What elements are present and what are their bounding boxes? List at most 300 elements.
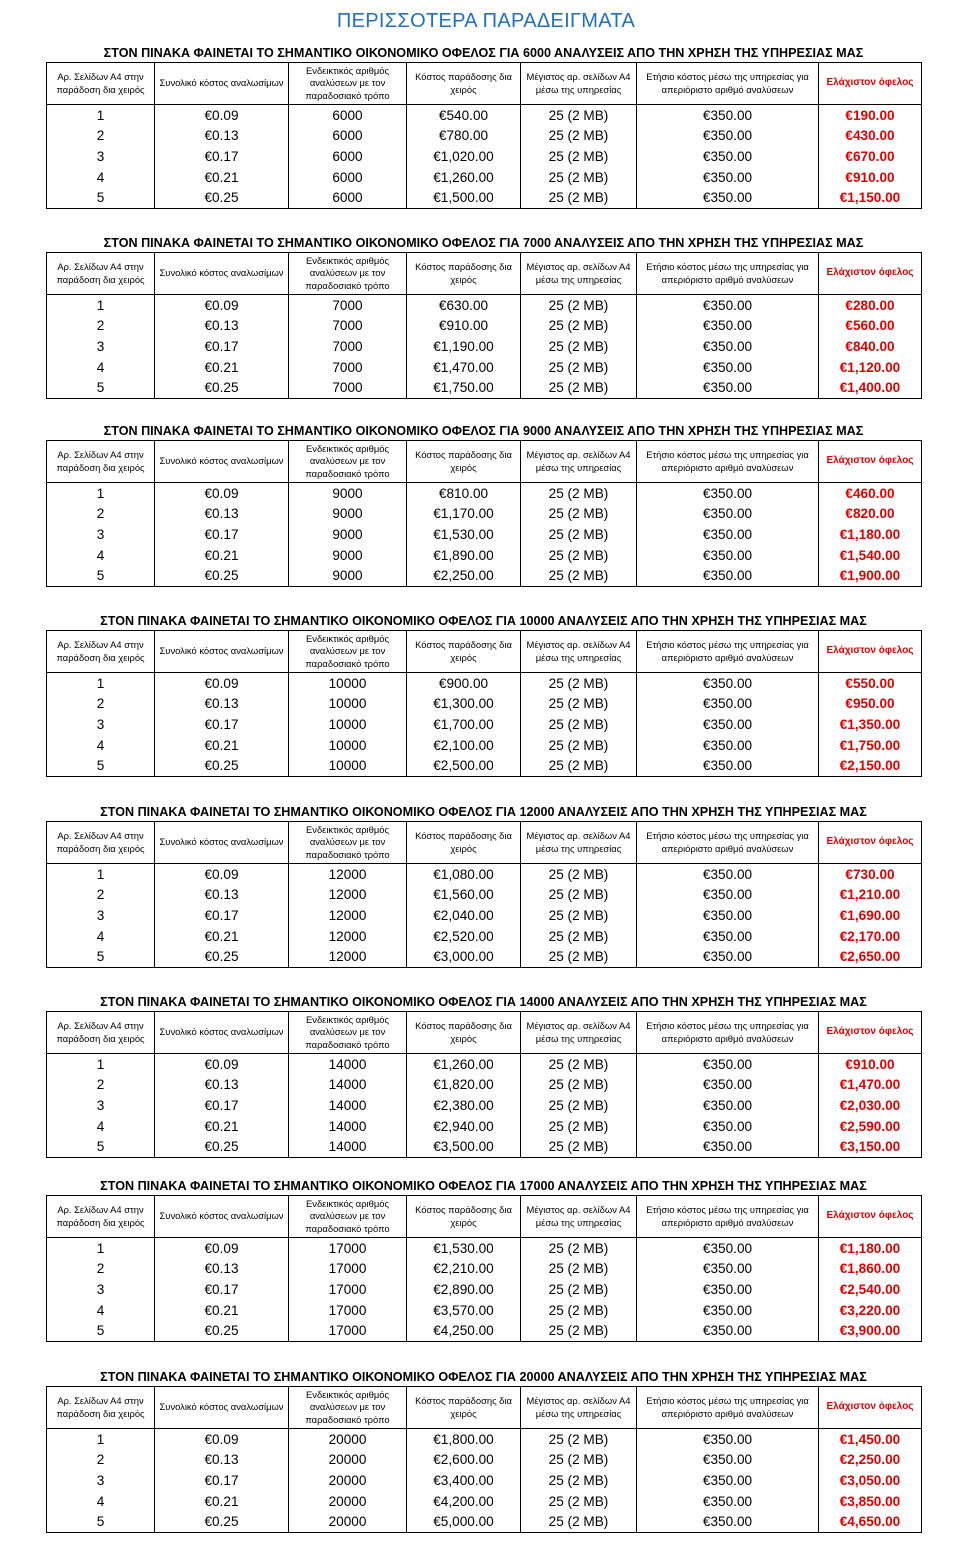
cell-analyses-count: 12000 [289,905,407,926]
column-header-hand-delivery-cost: Κόστος παράδοσης δια χειρός [407,441,521,483]
cell-hand-delivery-cost: €3,570.00 [407,1300,521,1321]
cell-annual-service-cost: €350.00 [637,864,819,885]
cell-analyses-count: 17000 [289,1259,407,1280]
column-header-analyses-count: Ενδεικτικός αριθμός αναλύσεων με τον παραδοσιακό τρόπο [289,1387,407,1429]
cell-analyses-count: 6000 [289,146,407,167]
table-caption: ΣΤΟΝ ΠΙΝΑΚΑ ΦΑΙΝΕΤΑΙ ΤΟ ΣΗΜΑΝΤΙΚΟ ΟΙΚΟΝΟΜΙΚΟ ΟΦΕΛΟΣ ΓΙΑ 12000 ΑΝΑΛΥΣΕΙΣ ΑΠΟ ΤΗΝ ΧΡΗΣΗ ΤΗΣ ΥΠΗΡΕΣΙΑΣ ΜΑΣ [100,805,867,819]
cell-annual-service-cost: €350.00 [637,316,819,337]
table-caption: ΣΤΟΝ ΠΙΝΑΚΑ ΦΑΙΝΕΤΑΙ ΤΟ ΣΗΜΑΝΤΙΚΟ ΟΙΚΟΝΟΜΙΚΟ ΟΦΕΛΟΣ ΓΙΑ 9000 ΑΝΑΛΥΣΕΙΣ ΑΠΟ ΤΗΝ ΧΡΗΣΗ ΤΗΣ ΥΠΗΡΕΣΙΑΣ ΜΑΣ [103,424,864,438]
cell-minimum-benefit: €2,650.00 [819,946,922,967]
cell-minimum-benefit: €840.00 [819,336,922,357]
cell-pages: 1 [96,1240,105,1256]
cell-pages: 2 [96,506,105,522]
cell-annual-service-cost: €350.00 [637,1511,819,1532]
cell-max-pages: 25 (2 MB) [521,1491,637,1512]
cell-pages: 3 [96,1281,105,1297]
cell-annual-service-cost: €350.00 [637,1470,819,1491]
cell-max-pages: 25 (2 MB) [521,885,637,906]
cell-max-pages: 25 (2 MB) [521,377,637,398]
cell-hand-delivery-cost: €4,250.00 [407,1320,521,1341]
cell-consumables-cost: €0.21 [155,1116,289,1137]
cell-hand-delivery-cost: €540.00 [407,105,521,126]
cell-hand-delivery-cost: €2,500.00 [407,755,521,776]
cell-consumables-cost: €0.17 [155,1279,289,1300]
cell-hand-delivery-cost: €2,890.00 [407,1279,521,1300]
column-header-annual-service-cost: Ετήσιο κόστος μέσω της υπηρεσίας για απεριόριστο αριθμό αναλύσεων [637,441,819,483]
cell-consumables-cost: €0.13 [155,126,289,147]
cell-analyses-count: 14000 [289,1095,407,1116]
table-row [47,357,922,378]
cell-pages: 4 [96,359,105,375]
cell-hand-delivery-cost: €4,200.00 [407,1491,521,1512]
cell-max-pages: 25 (2 MB) [521,483,637,504]
cell-annual-service-cost: €350.00 [637,1450,819,1471]
column-header-annual-service-cost: Ετήσιο κόστος μέσω της υπηρεσίας για απεριόριστο αριθμό αναλύσεων [637,63,819,105]
cell-minimum-benefit: €1,400.00 [819,377,922,398]
cell-hand-delivery-cost: €1,820.00 [407,1075,521,1096]
cell-annual-service-cost: €350.00 [637,545,819,566]
benefit-table [46,821,922,968]
column-header-minimum-benefit: Ελάχιστον όφελος [819,1012,922,1054]
column-header-hand-delivery-cost: Κόστος παράδοσης δια χειρός [407,1012,521,1054]
cell-hand-delivery-cost: €3,500.00 [407,1136,521,1157]
cell-hand-delivery-cost: €1,020.00 [407,146,521,167]
cell-consumables-cost: €0.13 [155,504,289,525]
cell-pages: 2 [96,1077,105,1093]
cell-annual-service-cost: €350.00 [637,946,819,967]
cell-max-pages: 25 (2 MB) [521,1320,637,1341]
column-header-max-pages: Μέγιστος αρ. σελίδων Α4 μέσω της υπηρεσίας [521,63,637,105]
cell-pages: 2 [96,887,105,903]
cell-consumables-cost: €0.21 [155,926,289,947]
cell-annual-service-cost: €350.00 [637,357,819,378]
cell-consumables-cost: €0.17 [155,905,289,926]
table-row [47,735,922,756]
table-row [47,483,922,504]
cell-consumables-cost: €0.09 [155,864,289,885]
table-caption: ΣΤΟΝ ΠΙΝΑΚΑ ΦΑΙΝΕΤΑΙ ΤΟ ΣΗΜΑΝΤΙΚΟ ΟΙΚΟΝΟΜΙΚΟ ΟΦΕΛΟΣ ΓΙΑ 6000 ΑΝΑΛΥΣΕΙΣ ΑΠΟ ΤΗΝ ΧΡΗΣΗ ΤΗΣ ΥΠΗΡΕΣΙΑΣ ΜΑΣ [103,46,864,60]
cell-minimum-benefit: €1,120.00 [819,357,922,378]
cell-consumables-cost: €0.21 [155,167,289,188]
cell-pages: 5 [96,1323,105,1339]
cell-minimum-benefit: €3,900.00 [819,1320,922,1341]
column-header-pages: Αρ. Σελίδων Α4 στην παράδοση δια χειρός [47,441,155,483]
cell-analyses-count: 7000 [289,377,407,398]
cell-analyses-count: 20000 [289,1470,407,1491]
cell-pages: 4 [96,169,105,185]
cell-max-pages: 25 (2 MB) [521,905,637,926]
cell-minimum-benefit: €3,220.00 [819,1300,922,1321]
cell-minimum-benefit: €820.00 [819,504,922,525]
table-row [47,714,922,735]
table-row [47,673,922,694]
table-row [47,1116,922,1137]
table-row [47,377,922,398]
table-caption: ΣΤΟΝ ΠΙΝΑΚΑ ΦΑΙΝΕΤΑΙ ΤΟ ΣΗΜΑΝΤΙΚΟ ΟΙΚΟΝΟΜΙΚΟ ΟΦΕΛΟΣ ΓΙΑ 17000 ΑΝΑΛΥΣΕΙΣ ΑΠΟ ΤΗΝ ΧΡΗΣΗ ΤΗΣ ΥΠΗΡΕΣΙΑΣ ΜΑΣ [100,1179,867,1193]
cell-consumables-cost: €0.25 [155,946,289,967]
cell-analyses-count: 9000 [289,565,407,586]
cell-consumables-cost: €0.17 [155,524,289,545]
cell-minimum-benefit: €560.00 [819,316,922,337]
cell-consumables-cost: €0.25 [155,187,289,208]
table-block [46,612,921,777]
cell-pages: 4 [96,737,105,753]
header-row [47,822,922,864]
cell-hand-delivery-cost: €900.00 [407,673,521,694]
table-row [47,946,922,967]
cell-hand-delivery-cost: €1,470.00 [407,357,521,378]
column-header-analyses-count: Ενδεικτικός αριθμός αναλύσεων με τον παραδοσιακό τρόπο [289,1012,407,1054]
table-block [46,234,921,399]
cell-hand-delivery-cost: €810.00 [407,483,521,504]
column-header-analyses-count: Ενδεικτικός αριθμός αναλύσεων με τον παραδοσιακό τρόπο [289,253,407,295]
cell-analyses-count: 10000 [289,755,407,776]
cell-hand-delivery-cost: €1,260.00 [407,1054,521,1075]
cell-pages: 1 [96,485,105,501]
cell-analyses-count: 10000 [289,714,407,735]
cell-consumables-cost: €0.09 [155,483,289,504]
column-header-pages: Αρ. Σελίδων Α4 στην παράδοση δια χειρός [47,253,155,295]
cell-annual-service-cost: €350.00 [637,1429,819,1450]
cell-annual-service-cost: €350.00 [637,905,819,926]
column-header-consumables-cost: Συνολικό κόστος αναλωσίμων [155,253,289,295]
cell-annual-service-cost: €350.00 [637,167,819,188]
cell-max-pages: 25 (2 MB) [521,735,637,756]
table-caption: ΣΤΟΝ ΠΙΝΑΚΑ ΦΑΙΝΕΤΑΙ ΤΟ ΣΗΜΑΝΤΙΚΟ ΟΙΚΟΝΟΜΙΚΟ ΟΦΕΛΟΣ ΓΙΑ 14000 ΑΝΑΛΥΣΕΙΣ ΑΠΟ ΤΗΝ ΧΡΗΣΗ ΤΗΣ ΥΠΗΡΕΣΙΑΣ ΜΑΣ [100,995,867,1009]
table-row [47,1320,922,1341]
cell-max-pages: 25 (2 MB) [521,545,637,566]
cell-consumables-cost: €0.17 [155,1095,289,1116]
table-caption: ΣΤΟΝ ΠΙΝΑΚΑ ΦΑΙΝΕΤΑΙ ΤΟ ΣΗΜΑΝΤΙΚΟ ΟΙΚΟΝΟΜΙΚΟ ΟΦΕΛΟΣ ΓΙΑ 20000 ΑΝΑΛΥΣΕΙΣ ΑΠΟ ΤΗΝ ΧΡΗΣΗ ΤΗΣ ΥΠΗΡΕΣΙΑΣ ΜΑΣ [100,1370,867,1384]
cell-hand-delivery-cost: €1,300.00 [407,694,521,715]
cell-pages: 5 [96,190,105,206]
header-row [47,631,922,673]
table-block [46,44,921,209]
table-row [47,105,922,126]
cell-minimum-benefit: €730.00 [819,864,922,885]
cell-analyses-count: 6000 [289,126,407,147]
cell-consumables-cost: €0.09 [155,295,289,316]
table-caption: ΣΤΟΝ ΠΙΝΑΚΑ ΦΑΙΝΕΤΑΙ ΤΟ ΣΗΜΑΝΤΙΚΟ ΟΙΚΟΝΟΜΙΚΟ ΟΦΕΛΟΣ ΓΙΑ 7000 ΑΝΑΛΥΣΕΙΣ ΑΠΟ ΤΗΝ ΧΡΗΣΗ ΤΗΣ ΥΠΗΡΕΣΙΑΣ ΜΑΣ [103,236,864,250]
cell-minimum-benefit: €430.00 [819,126,922,147]
cell-max-pages: 25 (2 MB) [521,926,637,947]
column-header-pages: Αρ. Σελίδων Α4 στην παράδοση δια χειρός [47,1196,155,1238]
cell-max-pages: 25 (2 MB) [521,755,637,776]
cell-consumables-cost: €0.25 [155,1320,289,1341]
cell-consumables-cost: €0.09 [155,105,289,126]
cell-minimum-benefit: €1,450.00 [819,1429,922,1450]
cell-consumables-cost: €0.09 [155,1238,289,1259]
cell-pages: 5 [96,380,105,396]
cell-minimum-benefit: €190.00 [819,105,922,126]
column-header-minimum-benefit: Ελάχιστον όφελος [819,822,922,864]
cell-max-pages: 25 (2 MB) [521,524,637,545]
cell-annual-service-cost: €350.00 [637,504,819,525]
column-header-analyses-count: Ενδεικτικός αριθμός αναλύσεων με τον παραδοσιακό τρόπο [289,63,407,105]
cell-hand-delivery-cost: €3,000.00 [407,946,521,967]
cell-hand-delivery-cost: €2,940.00 [407,1116,521,1137]
cell-annual-service-cost: €350.00 [637,1054,819,1075]
cell-analyses-count: 12000 [289,946,407,967]
cell-annual-service-cost: €350.00 [637,524,819,545]
table-block [46,1368,921,1533]
cell-annual-service-cost: €350.00 [637,295,819,316]
table-row [47,1279,922,1300]
column-header-minimum-benefit: Ελάχιστον όφελος [819,441,922,483]
benefit-table [46,252,922,399]
cell-annual-service-cost: €350.00 [637,146,819,167]
cell-pages: 3 [96,1472,105,1488]
cell-analyses-count: 12000 [289,864,407,885]
cell-max-pages: 25 (2 MB) [521,694,637,715]
cell-annual-service-cost: €350.00 [637,1300,819,1321]
cell-hand-delivery-cost: €1,500.00 [407,187,521,208]
header-row [47,441,922,483]
cell-annual-service-cost: €350.00 [637,336,819,357]
column-header-minimum-benefit: Ελάχιστον όφελος [819,631,922,673]
cell-pages: 4 [96,1118,105,1134]
cell-pages: 3 [96,148,105,164]
cell-hand-delivery-cost: €2,100.00 [407,735,521,756]
cell-max-pages: 25 (2 MB) [521,357,637,378]
cell-max-pages: 25 (2 MB) [521,714,637,735]
column-header-hand-delivery-cost: Κόστος παράδοσης δια χειρός [407,253,521,295]
cell-annual-service-cost: €350.00 [637,565,819,586]
cell-annual-service-cost: €350.00 [637,673,819,694]
cell-consumables-cost: €0.25 [155,565,289,586]
cell-hand-delivery-cost: €2,380.00 [407,1095,521,1116]
cell-minimum-benefit: €3,150.00 [819,1136,922,1157]
table-caption: ΣΤΟΝ ΠΙΝΑΚΑ ΦΑΙΝΕΤΑΙ ΤΟ ΣΗΜΑΝΤΙΚΟ ΟΙΚΟΝΟΜΙΚΟ ΟΦΕΛΟΣ ΓΙΑ 10000 ΑΝΑΛΥΣΕΙΣ ΑΠΟ ΤΗΝ ΧΡΗΣΗ ΤΗΣ ΥΠΗΡΕΣΙΑΣ ΜΑΣ [100,614,867,628]
column-header-max-pages: Μέγιστος αρ. σελίδων Α4 μέσω της υπηρεσίας [521,1387,637,1429]
cell-analyses-count: 17000 [289,1320,407,1341]
column-header-pages: Αρ. Σελίδων Α4 στην παράδοση δια χειρός [47,1387,155,1429]
cell-minimum-benefit: €910.00 [819,167,922,188]
column-header-annual-service-cost: Ετήσιο κόστος μέσω της υπηρεσίας για απεριόριστο αριθμό αναλύσεων [637,1387,819,1429]
cell-pages: 3 [96,907,105,923]
cell-annual-service-cost: €350.00 [637,1320,819,1341]
cell-max-pages: 25 (2 MB) [521,316,637,337]
column-header-analyses-count: Ενδεικτικός αριθμός αναλύσεων με τον παραδοσιακό τρόπο [289,441,407,483]
cell-hand-delivery-cost: €1,260.00 [407,167,521,188]
column-header-consumables-cost: Συνολικό κόστος αναλωσίμων [155,631,289,673]
page-title: ΠΕΡΙΣΣΟΤΕΡΑ ΠΑΡΑΔΕΙΓΜΑΤΑ [336,10,636,32]
column-header-max-pages: Μέγιστος αρ. σελίδων Α4 μέσω της υπηρεσίας [521,631,637,673]
cell-pages: 2 [96,1261,105,1277]
table-row [47,1095,922,1116]
cell-analyses-count: 10000 [289,673,407,694]
cell-max-pages: 25 (2 MB) [521,864,637,885]
cell-pages: 4 [96,1302,105,1318]
cell-analyses-count: 20000 [289,1511,407,1532]
column-header-annual-service-cost: Ετήσιο κόστος μέσω της υπηρεσίας για απεριόριστο αριθμό αναλύσεων [637,822,819,864]
cell-annual-service-cost: €350.00 [637,483,819,504]
cell-hand-delivery-cost: €1,750.00 [407,377,521,398]
cell-minimum-benefit: €280.00 [819,295,922,316]
table-row [47,565,922,586]
column-header-hand-delivery-cost: Κόστος παράδοσης δια χειρός [407,1387,521,1429]
cell-consumables-cost: €0.25 [155,755,289,776]
cell-analyses-count: 6000 [289,187,407,208]
cell-analyses-count: 17000 [289,1238,407,1259]
column-header-annual-service-cost: Ετήσιο κόστος μέσω της υπηρεσίας για απεριόριστο αριθμό αναλύσεων [637,631,819,673]
cell-hand-delivery-cost: €2,520.00 [407,926,521,947]
table-row [47,1511,922,1532]
cell-pages: 5 [96,1139,105,1155]
cell-pages: 2 [96,128,105,144]
column-header-minimum-benefit: Ελάχιστον όφελος [819,253,922,295]
table-row [47,524,922,545]
cell-consumables-cost: €0.09 [155,673,289,694]
cell-hand-delivery-cost: €2,040.00 [407,905,521,926]
cell-consumables-cost: €0.17 [155,146,289,167]
cell-minimum-benefit: €2,590.00 [819,1116,922,1137]
cell-minimum-benefit: €1,350.00 [819,714,922,735]
cell-max-pages: 25 (2 MB) [521,1279,637,1300]
cell-hand-delivery-cost: €1,800.00 [407,1429,521,1450]
cell-analyses-count: 9000 [289,524,407,545]
cell-max-pages: 25 (2 MB) [521,1136,637,1157]
cell-annual-service-cost: €350.00 [637,885,819,906]
cell-consumables-cost: €0.25 [155,377,289,398]
table-row [47,295,922,316]
cell-minimum-benefit: €2,250.00 [819,1450,922,1471]
cell-max-pages: 25 (2 MB) [521,1450,637,1471]
cell-max-pages: 25 (2 MB) [521,1470,637,1491]
cell-pages: 3 [96,526,105,542]
cell-max-pages: 25 (2 MB) [521,946,637,967]
column-header-consumables-cost: Συνολικό κόστος αναλωσίμων [155,822,289,864]
cell-analyses-count: 7000 [289,295,407,316]
table-row [47,126,922,147]
cell-annual-service-cost: €350.00 [637,126,819,147]
column-header-max-pages: Μέγιστος αρ. σελίδων Α4 μέσω της υπηρεσίας [521,822,637,864]
header-row [47,253,922,295]
column-header-minimum-benefit: Ελάχιστον όφελος [819,1196,922,1238]
column-header-annual-service-cost: Ετήσιο κόστος μέσω της υπηρεσίας για απεριόριστο αριθμό αναλύσεων [637,253,819,295]
cell-hand-delivery-cost: €1,560.00 [407,885,521,906]
column-header-minimum-benefit: Ελάχιστον όφελος [819,1387,922,1429]
column-header-pages: Αρ. Σελίδων Α4 στην παράδοση δια χειρός [47,822,155,864]
cell-annual-service-cost: €350.00 [637,1259,819,1280]
cell-consumables-cost: €0.13 [155,1450,289,1471]
cell-minimum-benefit: €910.00 [819,1054,922,1075]
cell-consumables-cost: €0.09 [155,1054,289,1075]
cell-minimum-benefit: €2,150.00 [819,755,922,776]
column-header-pages: Αρ. Σελίδων Α4 στην παράδοση δια χειρός [47,63,155,105]
column-header-max-pages: Μέγιστος αρ. σελίδων Α4 μέσω της υπηρεσίας [521,441,637,483]
table-row [47,1450,922,1471]
cell-minimum-benefit: €550.00 [819,673,922,694]
column-header-consumables-cost: Συνολικό κόστος αναλωσίμων [155,1387,289,1429]
cell-hand-delivery-cost: €5,000.00 [407,1511,521,1532]
cell-minimum-benefit: €3,050.00 [819,1470,922,1491]
cell-minimum-benefit: €3,850.00 [819,1491,922,1512]
cell-pages: 5 [96,949,105,965]
cell-annual-service-cost: €350.00 [637,755,819,776]
cell-minimum-benefit: €2,170.00 [819,926,922,947]
cell-consumables-cost: €0.13 [155,316,289,337]
cell-pages: 1 [96,675,105,691]
column-header-annual-service-cost: Ετήσιο κόστος μέσω της υπηρεσίας για απεριόριστο αριθμό αναλύσεων [637,1196,819,1238]
cell-hand-delivery-cost: €3,400.00 [407,1470,521,1491]
cell-analyses-count: 20000 [289,1450,407,1471]
cell-analyses-count: 7000 [289,316,407,337]
cell-analyses-count: 7000 [289,357,407,378]
cell-pages: 3 [96,716,105,732]
column-header-consumables-cost: Συνολικό κόστος αναλωσίμων [155,63,289,105]
cell-minimum-benefit: €1,150.00 [819,187,922,208]
cell-analyses-count: 12000 [289,885,407,906]
cell-minimum-benefit: €1,540.00 [819,545,922,566]
cell-max-pages: 25 (2 MB) [521,167,637,188]
cell-analyses-count: 9000 [289,504,407,525]
cell-pages: 1 [96,866,105,882]
cell-analyses-count: 17000 [289,1300,407,1321]
cell-max-pages: 25 (2 MB) [521,1054,637,1075]
cell-hand-delivery-cost: €780.00 [407,126,521,147]
cell-max-pages: 25 (2 MB) [521,1300,637,1321]
cell-annual-service-cost: €350.00 [637,694,819,715]
header-row [47,1012,922,1054]
column-header-max-pages: Μέγιστος αρ. σελίδων Α4 μέσω της υπηρεσίας [521,1196,637,1238]
cell-consumables-cost: €0.17 [155,1470,289,1491]
cell-consumables-cost: €0.21 [155,735,289,756]
cell-minimum-benefit: €950.00 [819,694,922,715]
table-row [47,1136,922,1157]
cell-minimum-benefit: €670.00 [819,146,922,167]
cell-max-pages: 25 (2 MB) [521,187,637,208]
cell-consumables-cost: €0.25 [155,1136,289,1157]
cell-consumables-cost: €0.13 [155,694,289,715]
cell-minimum-benefit: €1,690.00 [819,905,922,926]
cell-annual-service-cost: €350.00 [637,1136,819,1157]
cell-analyses-count: 14000 [289,1116,407,1137]
table-row [47,336,922,357]
cell-max-pages: 25 (2 MB) [521,565,637,586]
table-row [47,694,922,715]
column-header-consumables-cost: Συνολικό κόστος αναλωσίμων [155,441,289,483]
cell-pages: 2 [96,1452,105,1468]
cell-consumables-cost: €0.13 [155,885,289,906]
cell-analyses-count: 17000 [289,1279,407,1300]
cell-annual-service-cost: €350.00 [637,926,819,947]
cell-minimum-benefit: €1,750.00 [819,735,922,756]
table-row [47,1470,922,1491]
header-row [47,63,922,105]
cell-analyses-count: 6000 [289,167,407,188]
cell-consumables-cost: €0.21 [155,357,289,378]
cell-minimum-benefit: €4,650.00 [819,1511,922,1532]
table-row [47,926,922,947]
cell-pages: 2 [96,696,105,712]
table-row [47,1238,922,1259]
column-header-hand-delivery-cost: Κόστος παράδοσης δια χειρός [407,1196,521,1238]
cell-pages: 2 [96,318,105,334]
cell-hand-delivery-cost: €2,210.00 [407,1259,521,1280]
table-row [47,1491,922,1512]
table-row [47,755,922,776]
table-row [47,1054,922,1075]
cell-max-pages: 25 (2 MB) [521,336,637,357]
benefit-table [46,1195,922,1342]
cell-minimum-benefit: €1,470.00 [819,1075,922,1096]
table-block [46,1177,921,1342]
cell-annual-service-cost: €350.00 [637,1491,819,1512]
cell-max-pages: 25 (2 MB) [521,1116,637,1137]
cell-pages: 1 [96,1056,105,1072]
cell-annual-service-cost: €350.00 [637,714,819,735]
